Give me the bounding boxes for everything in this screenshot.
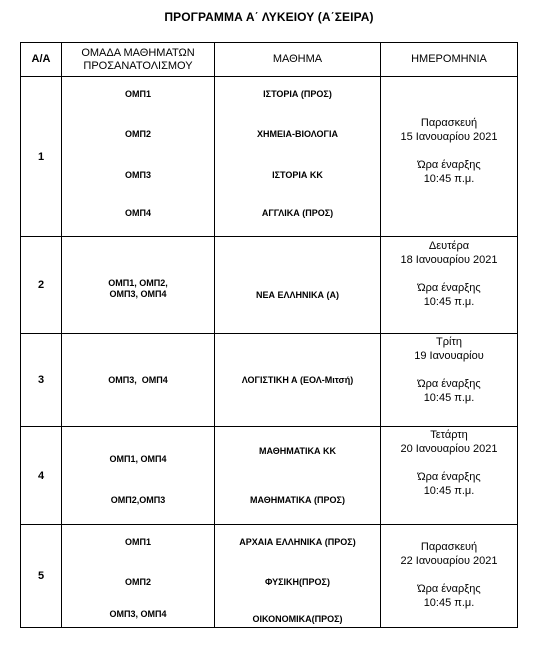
- exam-date: 20 Ιανουαρίου 2021: [400, 443, 498, 455]
- subject-item: ΦΥΣΙΚΗ(ΠΡΟΣ): [265, 577, 330, 587]
- exam-date: 18 Ιανουαρίου 2021: [400, 254, 498, 266]
- exam-date: 19 Ιανουαρίου: [414, 350, 484, 362]
- group-item: ΟΜΠ4: [124, 208, 151, 218]
- date-block: [381, 428, 517, 498]
- start-label: Ώρα έναρξης: [417, 583, 481, 595]
- date-block: [381, 335, 517, 405]
- start-time: 10:45 π.μ.: [423, 173, 475, 185]
- row-number: 4: [21, 427, 62, 525]
- exam-date: 15 Ιανουαρίου 2021: [400, 131, 498, 143]
- start-label: Ώρα έναρξης: [417, 159, 481, 171]
- date-block: [381, 239, 517, 309]
- date-cell: [381, 525, 518, 628]
- group-item: ΟΜΠ3, ΟΜΠ4: [109, 609, 167, 619]
- exam-date: 22 Ιανουαρίου 2021: [400, 555, 498, 567]
- date-block: [381, 116, 517, 186]
- subject-item: ΜΑΘΗΜΑΤΙΚΑ (ΠΡΟΣ): [250, 495, 345, 505]
- start-time: 10:45 π.μ.: [423, 296, 475, 308]
- group-item: ΟΜΠ1, ΟΜΠ4: [109, 454, 167, 464]
- start-time: 10:45 π.μ.: [423, 392, 475, 404]
- subject-cell: [215, 77, 381, 237]
- subject-item: ΛΟΓΙΣΤΙΚΗ Α (ΕΟΛ-Μιτσή): [241, 375, 354, 385]
- header-group: [62, 43, 215, 77]
- group-cell: [62, 427, 215, 525]
- group-item: ΟΜΠ3, ΟΜΠ4: [108, 375, 168, 385]
- date-cell: [381, 334, 518, 427]
- header-subject: ΜΑΘΗΜΑ: [215, 43, 381, 77]
- table-row: [21, 334, 518, 427]
- row-number: 5: [21, 525, 62, 628]
- document-title: ΠΡΟΓΡΑΜΜΑ Α΄ ΛΥΚΕΙΟΥ (Α΄ΣΕΙΡΑ): [164, 10, 374, 24]
- group-item: ΟΜΠ1: [124, 537, 151, 547]
- group-item: ΟΜΠ2,ΟΜΠ3: [110, 495, 166, 505]
- subject-item: ΝΕΑ ΕΛΛΗΝΙΚΑ (Α): [255, 290, 339, 300]
- group-cell: [62, 525, 215, 628]
- subject-item: ΙΣΤΟΡΙΑ ΚΚ: [272, 170, 323, 180]
- subject-item: ΑΓΓΛΙΚΑ (ΠΡΟΣ): [261, 208, 334, 218]
- exam-day: Τρίτη: [436, 336, 462, 348]
- subject-cell: [215, 237, 381, 334]
- subject-cell: [215, 427, 381, 525]
- group-item: ΟΜΠ3: [124, 170, 151, 180]
- header-date: ΗΜΕΡΟΜΗΝΙΑ: [381, 43, 518, 77]
- group-item: ΟΜΠ2: [124, 577, 151, 587]
- group-cell: [62, 334, 215, 427]
- table-row: [21, 525, 518, 628]
- exam-day: Παρασκευή: [420, 541, 478, 553]
- subject-item: ΙΣΤΟΡΙΑ (ΠΡΟΣ): [263, 89, 332, 99]
- group-line: ΟΜΠ1, ΟΜΠ2,: [108, 278, 168, 288]
- subject-item: ΑΡΧΑΙΑ ΕΛΛΗΝΙΚΑ (ΠΡΟΣ): [239, 537, 356, 547]
- date-cell: [381, 427, 518, 525]
- date-block: [381, 540, 517, 610]
- exam-day: Παρασκευή: [420, 117, 478, 129]
- date-cell: [381, 237, 518, 334]
- header-group-line2: ΠΡΟΣΑΝΑΤΟΛΙΣΜΟΥ: [83, 59, 193, 72]
- group-cell: [62, 237, 215, 334]
- exam-day: Τετάρτη: [430, 429, 468, 441]
- date-cell: [381, 77, 518, 237]
- row-number: 2: [21, 237, 62, 334]
- subject-item: ΧΗΜΕΙΑ-ΒΙΟΛΟΓΙΑ: [257, 129, 338, 139]
- group-item: ΟΜΠ1: [124, 89, 151, 99]
- table-row: [21, 237, 518, 334]
- exam-day: Δευτέρα: [428, 240, 470, 252]
- exam-schedule-table: [20, 42, 518, 628]
- subject-cell: [215, 334, 381, 427]
- row-number: 3: [21, 334, 62, 427]
- header-group-line1: ΟΜΑΔΑ ΜΑΘΗΜΑΤΩΝ: [81, 46, 195, 59]
- row-number: 1: [21, 77, 62, 237]
- subject-item: ΟΙΚΟΝΟΜΙΚΑ(ΠΡΟΣ): [252, 614, 343, 624]
- group-item: ΟΜΠ2: [124, 129, 151, 139]
- header-aa: Α/Α: [21, 43, 62, 77]
- table-row: [21, 77, 518, 237]
- table-header-row: [21, 43, 518, 77]
- table-row: [21, 427, 518, 525]
- group-line: ΟΜΠ3, ΟΜΠ4: [109, 289, 167, 299]
- start-label: Ώρα έναρξης: [417, 378, 481, 390]
- start-time: 10:45 π.μ.: [423, 485, 475, 497]
- group-cell: [62, 77, 215, 237]
- start-label: Ώρα έναρξης: [417, 471, 481, 483]
- subject-item: ΜΑΘΗΜΑΤΙΚΑ ΚΚ: [258, 446, 336, 456]
- subject-cell: [215, 525, 381, 628]
- start-label: Ώρα έναρξης: [417, 282, 481, 294]
- start-time: 10:45 π.μ.: [423, 597, 475, 609]
- group-item: [62, 278, 214, 300]
